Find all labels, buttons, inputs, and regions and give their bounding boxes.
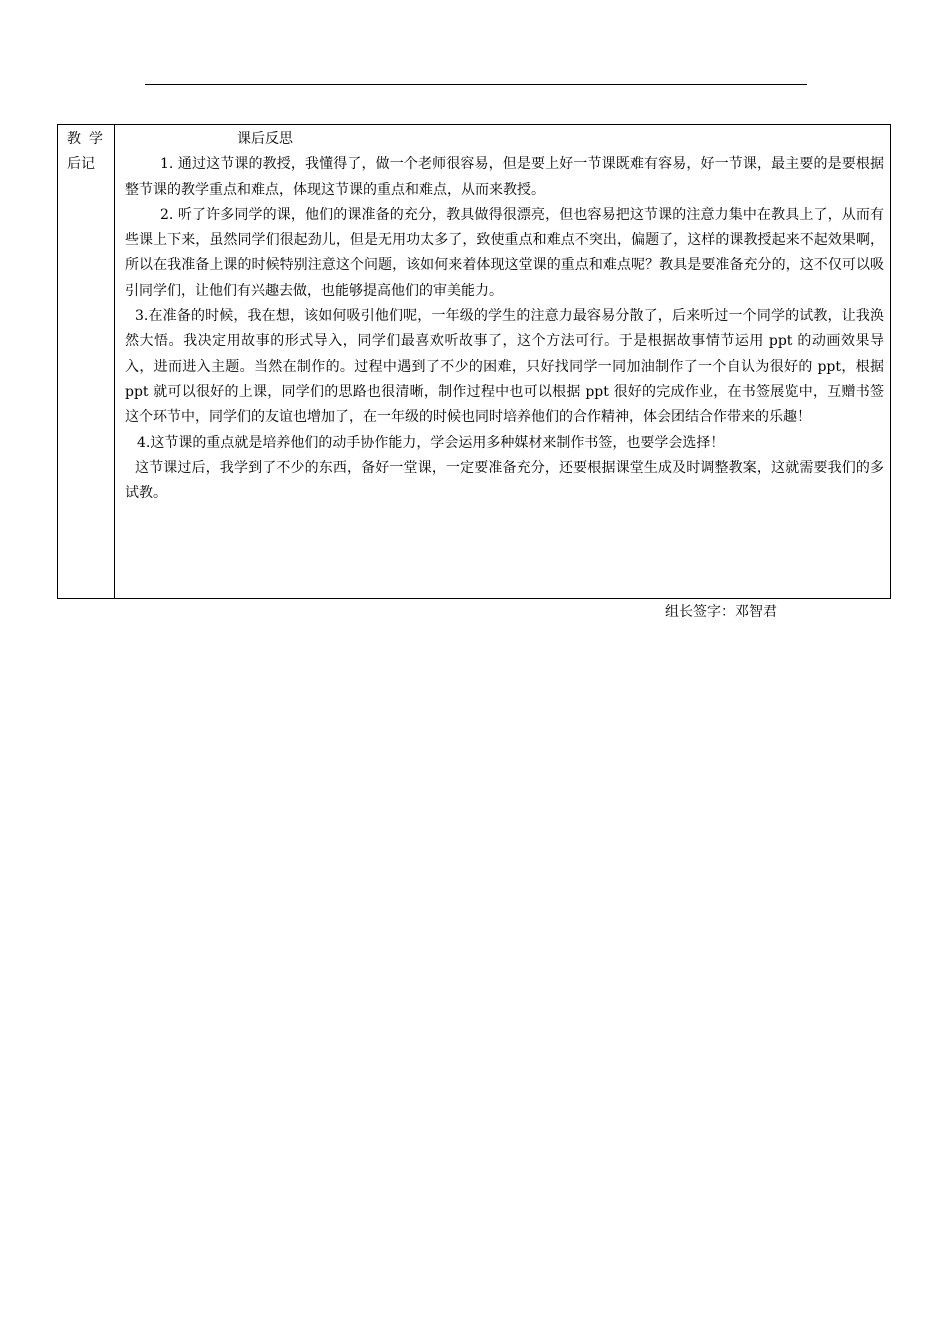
- teaching-notes-table: [57, 124, 891, 599]
- row-label-line-1: 教学: [67, 131, 111, 147]
- header-rule: [145, 84, 807, 85]
- reflection-paragraph-2: 2. 听了许多同学的课，他们的课准备的充分，教具做得很漂亮，但也容易把这节课的注意力集中在教具上了，从而有些课上下来，虽然同学们很起劲儿，但是无用功太多了，致使重点和难点不突出，偏题了，这样的课教授起来不起效果啊，所以在我准备上课的时候特别注意这个问题，该如何来着体现这堂课的重点和难点呢？教具是要准备充分的，这不仅可以吸引同学们，让他们有兴趣去做，也能够提高他们的审美能力。: [125, 206, 884, 299]
- row-label-line-2: 后记: [67, 156, 95, 172]
- reflection-content-cell: [115, 125, 890, 598]
- reflection-paragraph-4: 4.这节课的重点就是培养他们的动手协作能力，学会运用多种媒材来制作书签，也要学会选择！: [137, 434, 725, 451]
- reflection-paragraph-3: 3.在准备的时候，我在想，该如何吸引他们呢，一年级的学生的注意力最容易分散了，后来听过一个同学的试教，让我涣然大悟。我决定用故事的形式导入，同学们最喜欢听故事了，这个方法可行。于是根据故事情节运用 ppt 的动画效果导入，进而进入主题。当然在制作的。过程中遇到了不少的困难，只好找同学一同加油制作了一个自认为很好的 ppt，根据 ppt 就可以很好的上课，同学们的思路也很清晰，制作过程中也可以根据 ppt 很好的完成作业，在书签展览中，互赠书签这个环节中，同学们的友谊也增加了，在一年级的时候也同时培养他们的合作精神，体会团结合作带来的乐趣！: [125, 308, 884, 426]
- reflection-paragraph-5: 这节课过后，我学到了不少的东西，备好一堂课，一定要准备充分，还要根据课堂生成及时调整教案，这就需要我们的多试教。: [125, 459, 884, 502]
- group-leader-signature: 组长签字：邓智君: [665, 604, 777, 620]
- reflection-paragraph-1: 1. 通过这节课的教授，我懂得了，做一个老师很容易，但是要上好一节课既难有容易，好一节课，最主要的是要根据整节课的教学重点和难点，体现这节课的重点和难点，从而来教授。: [125, 156, 884, 198]
- reflection-title: 课后反思: [237, 131, 293, 147]
- row-label-cell: [58, 125, 115, 598]
